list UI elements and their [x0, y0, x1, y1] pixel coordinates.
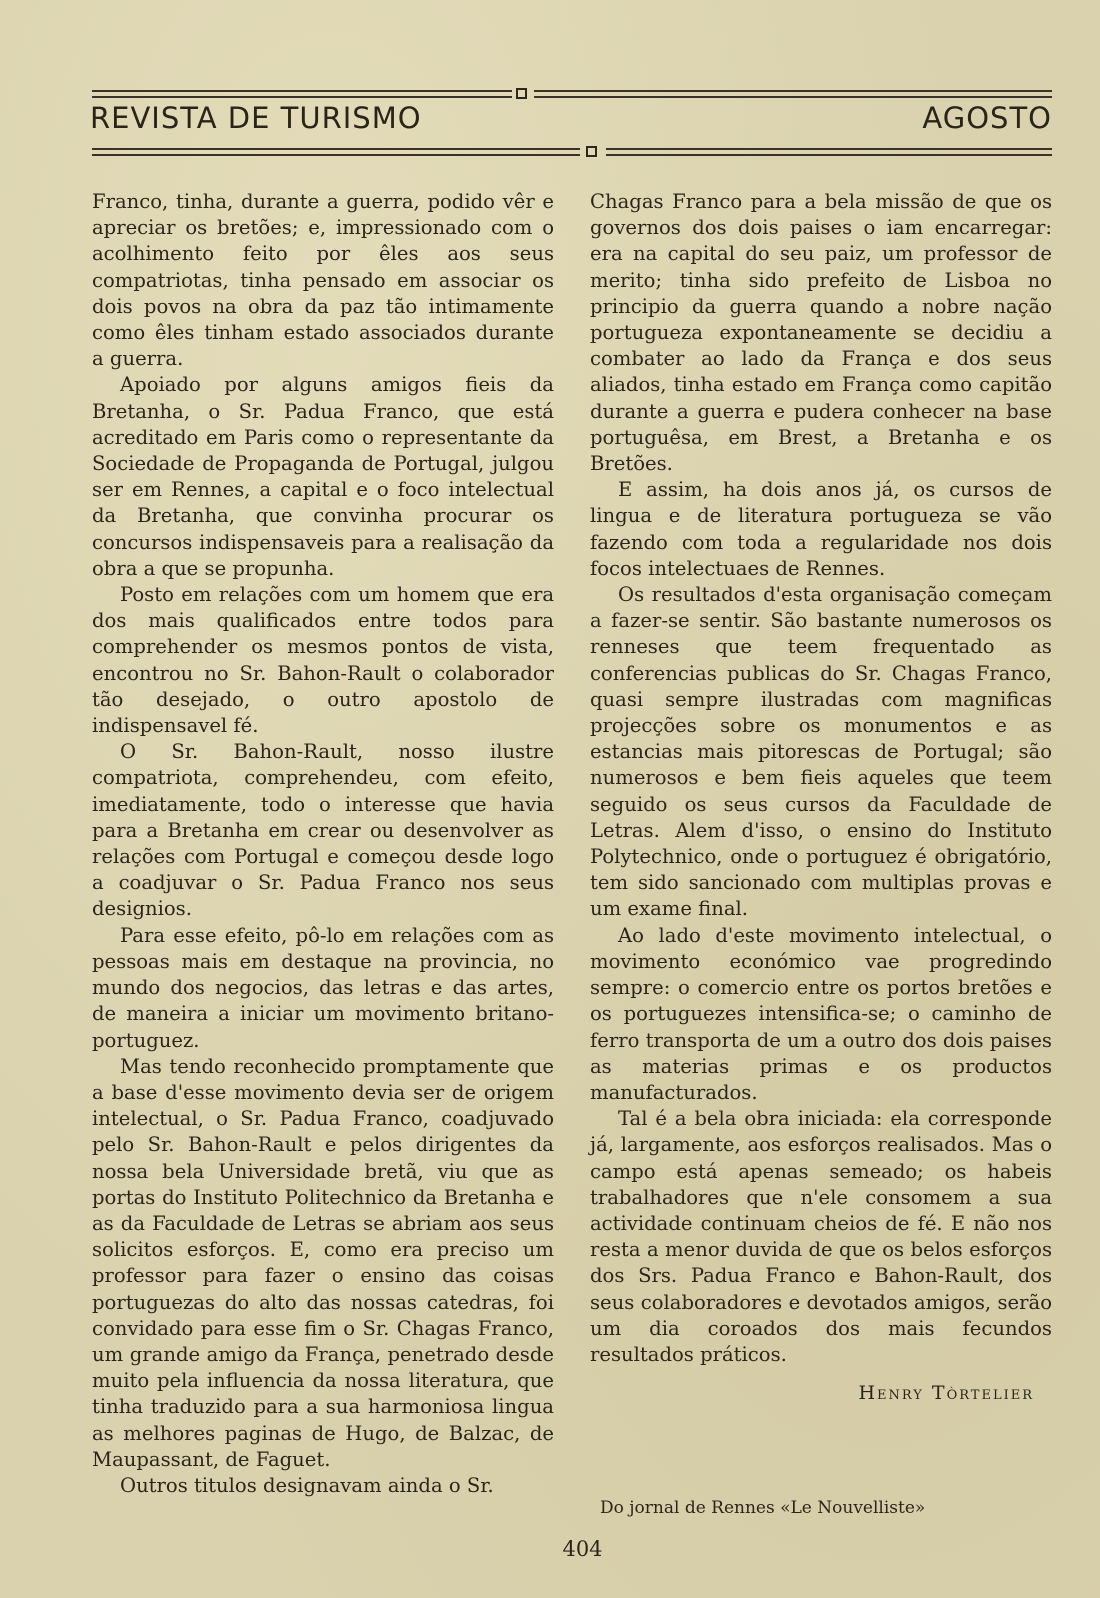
page-number: 404 — [562, 1537, 603, 1561]
paragraph: Para esse efeito, pô-lo em relações com as pessoas mais em destaque na provincia, no mundo dos negocios, das letras e das artes, de maneira a iniciar um movimento britano-portuguez. — [92, 923, 554, 1052]
paragraph: Apoiado por alguns amigos fieis da Bretanha, o Sr. Padua Franco, que está acreditado em Paris como o representante da Sociedade de Propaganda de Portugal, julgou ser em Rennes, a capital e o foco intelectual da Bretanha, que convinha procurar os concursos indispensaveis para a realisação da obra a que se propunha. — [92, 373, 554, 580]
journal-title: REVISTA DE TURISMO — [90, 101, 422, 135]
paragraph: Franco, tinha, durante a guerra, podido vêr e apreciar os bretões; e, impressionado com o acolhimento feito por êles aos seus compatriotas, tinha pensado em associar os dois povos na obra da paz tão intimamente como êles tinham estado associados durante a guerra. — [92, 190, 554, 371]
header-bottom-rule — [92, 145, 1052, 161]
source-credit: Do jornal de Rennes «Le Nouvelliste» — [600, 1498, 926, 1518]
paragraph: Outros titulos designavam ainda o Sr. — [120, 1473, 494, 1497]
issue-month: AGOSTO — [922, 101, 1052, 135]
author-signature: Henry Tòrtelier — [858, 1382, 1034, 1405]
paragraph: E assim, ha dois anos já, os cursos de lingua e de literatura portugueza se vão fazendo com toda a regularidade nos dois focos intelectuaes de Rennes. — [590, 478, 1052, 580]
article-right-column — [590, 189, 1052, 1406]
running-header — [90, 101, 1052, 141]
paragraph: Posto em relações com um homem que era dos mais qualificados entre todos para comprehender os mesmos pontos de vista, encontrou no Sr. Bahon-Rault o colaborador tão desejado, o outro apostolo de indispensavel fé. — [92, 583, 554, 738]
paragraph: Mas tendo reconhecido promptamente que a base d'esse movimento devia ser de origem intelectual, o Sr. Padua Franco, coadjuvado pelo Sr. Bahon-Rault e pelos dirigentes da nossa bela Universidade bretã, viu que as portas do Instituto Politechnico da Bretanha e as da Faculdade de Letras se abriam aos seus solicitos esforços. E, como era preciso um professor para fazer o ensino das coisas portuguezas do alto das nossas catedras, foi convidado para esse fim o Sr. Chagas Franco, um grande amigo da França, penetrado desde muito pela influencia da nossa literatura, que tinha traduzido para a sua harmoniosa lingua as melhores paginas de Hugo, de Balzac, de Maupassant, de Faguet. — [92, 1054, 554, 1471]
paragraph: Os resultados d'esta organisação começam a fazer-se sentir. São bastante numerosos os renneses que teem frequentado as conferencias publicas do Sr. Chagas Franco, quasi sempre ilustradas com magnificas projecções sobre os monumentos e as estancias mais pitorescas de Portugal; são numerosos e bem fieis aqueles que teem seguido os seus cursos da Faculdade de Letras. Alem d'isso, o ensino do Instituto Polytechnico, onde o portuguez é obrigatório, tem sido sancionado com multiplas provas e um exame final. — [590, 583, 1052, 921]
paragraph: Tal é a bela obra iniciada: ela corresponde já, largamente, aos esforços realisados. Mas o campo está apenas semeado; os habeis trabalhadores que n'ele consomem a sua actividade continuam cheios de fé. E não nos resta a menor duvida de que os belos esforços dos Srs. Padua Franco e Bahon-Rault, dos seus colaboradores e devotados amigos, serão um dia coroados dos mais fecundos resultados práticos. — [590, 1107, 1052, 1366]
article-left-column — [92, 189, 554, 1499]
paragraph: Ao lado d'este movimento intelectual, o movimento económico vae progredindo sempre: o comercio entre os portos bretões e os portuguezes intensifica-se; o caminho de ferro transporta de um a outro dos dois paises as materias primas e os productos manufacturados. — [590, 923, 1052, 1104]
paragraph: Chagas Franco para a bela missão de que os governos dos dois paises o iam encarregar: era na capital do seu paiz, um professor de merito; tinha sido prefeito de Lisboa no principio da guerra quando a nobre nação portugueza expontaneamente se decidiu a combater ao lado da França e dos seus aliados, tinha estado em França como capitão durante a guerra e pudera conhecer na base portuguêsa, em Brest, a Bretanha e os Bretões. — [590, 190, 1052, 476]
paragraph: O Sr. Bahon-Rault, nosso ilustre compatriota, comprehendeu, com efeito, imediatamente, todo o interesse que havia para a Bretanha em crear ou desenvolver as relações com Portugal e começou desde logo a coadjuvar o Sr. Padua Franco nos seus designios. — [92, 740, 554, 921]
